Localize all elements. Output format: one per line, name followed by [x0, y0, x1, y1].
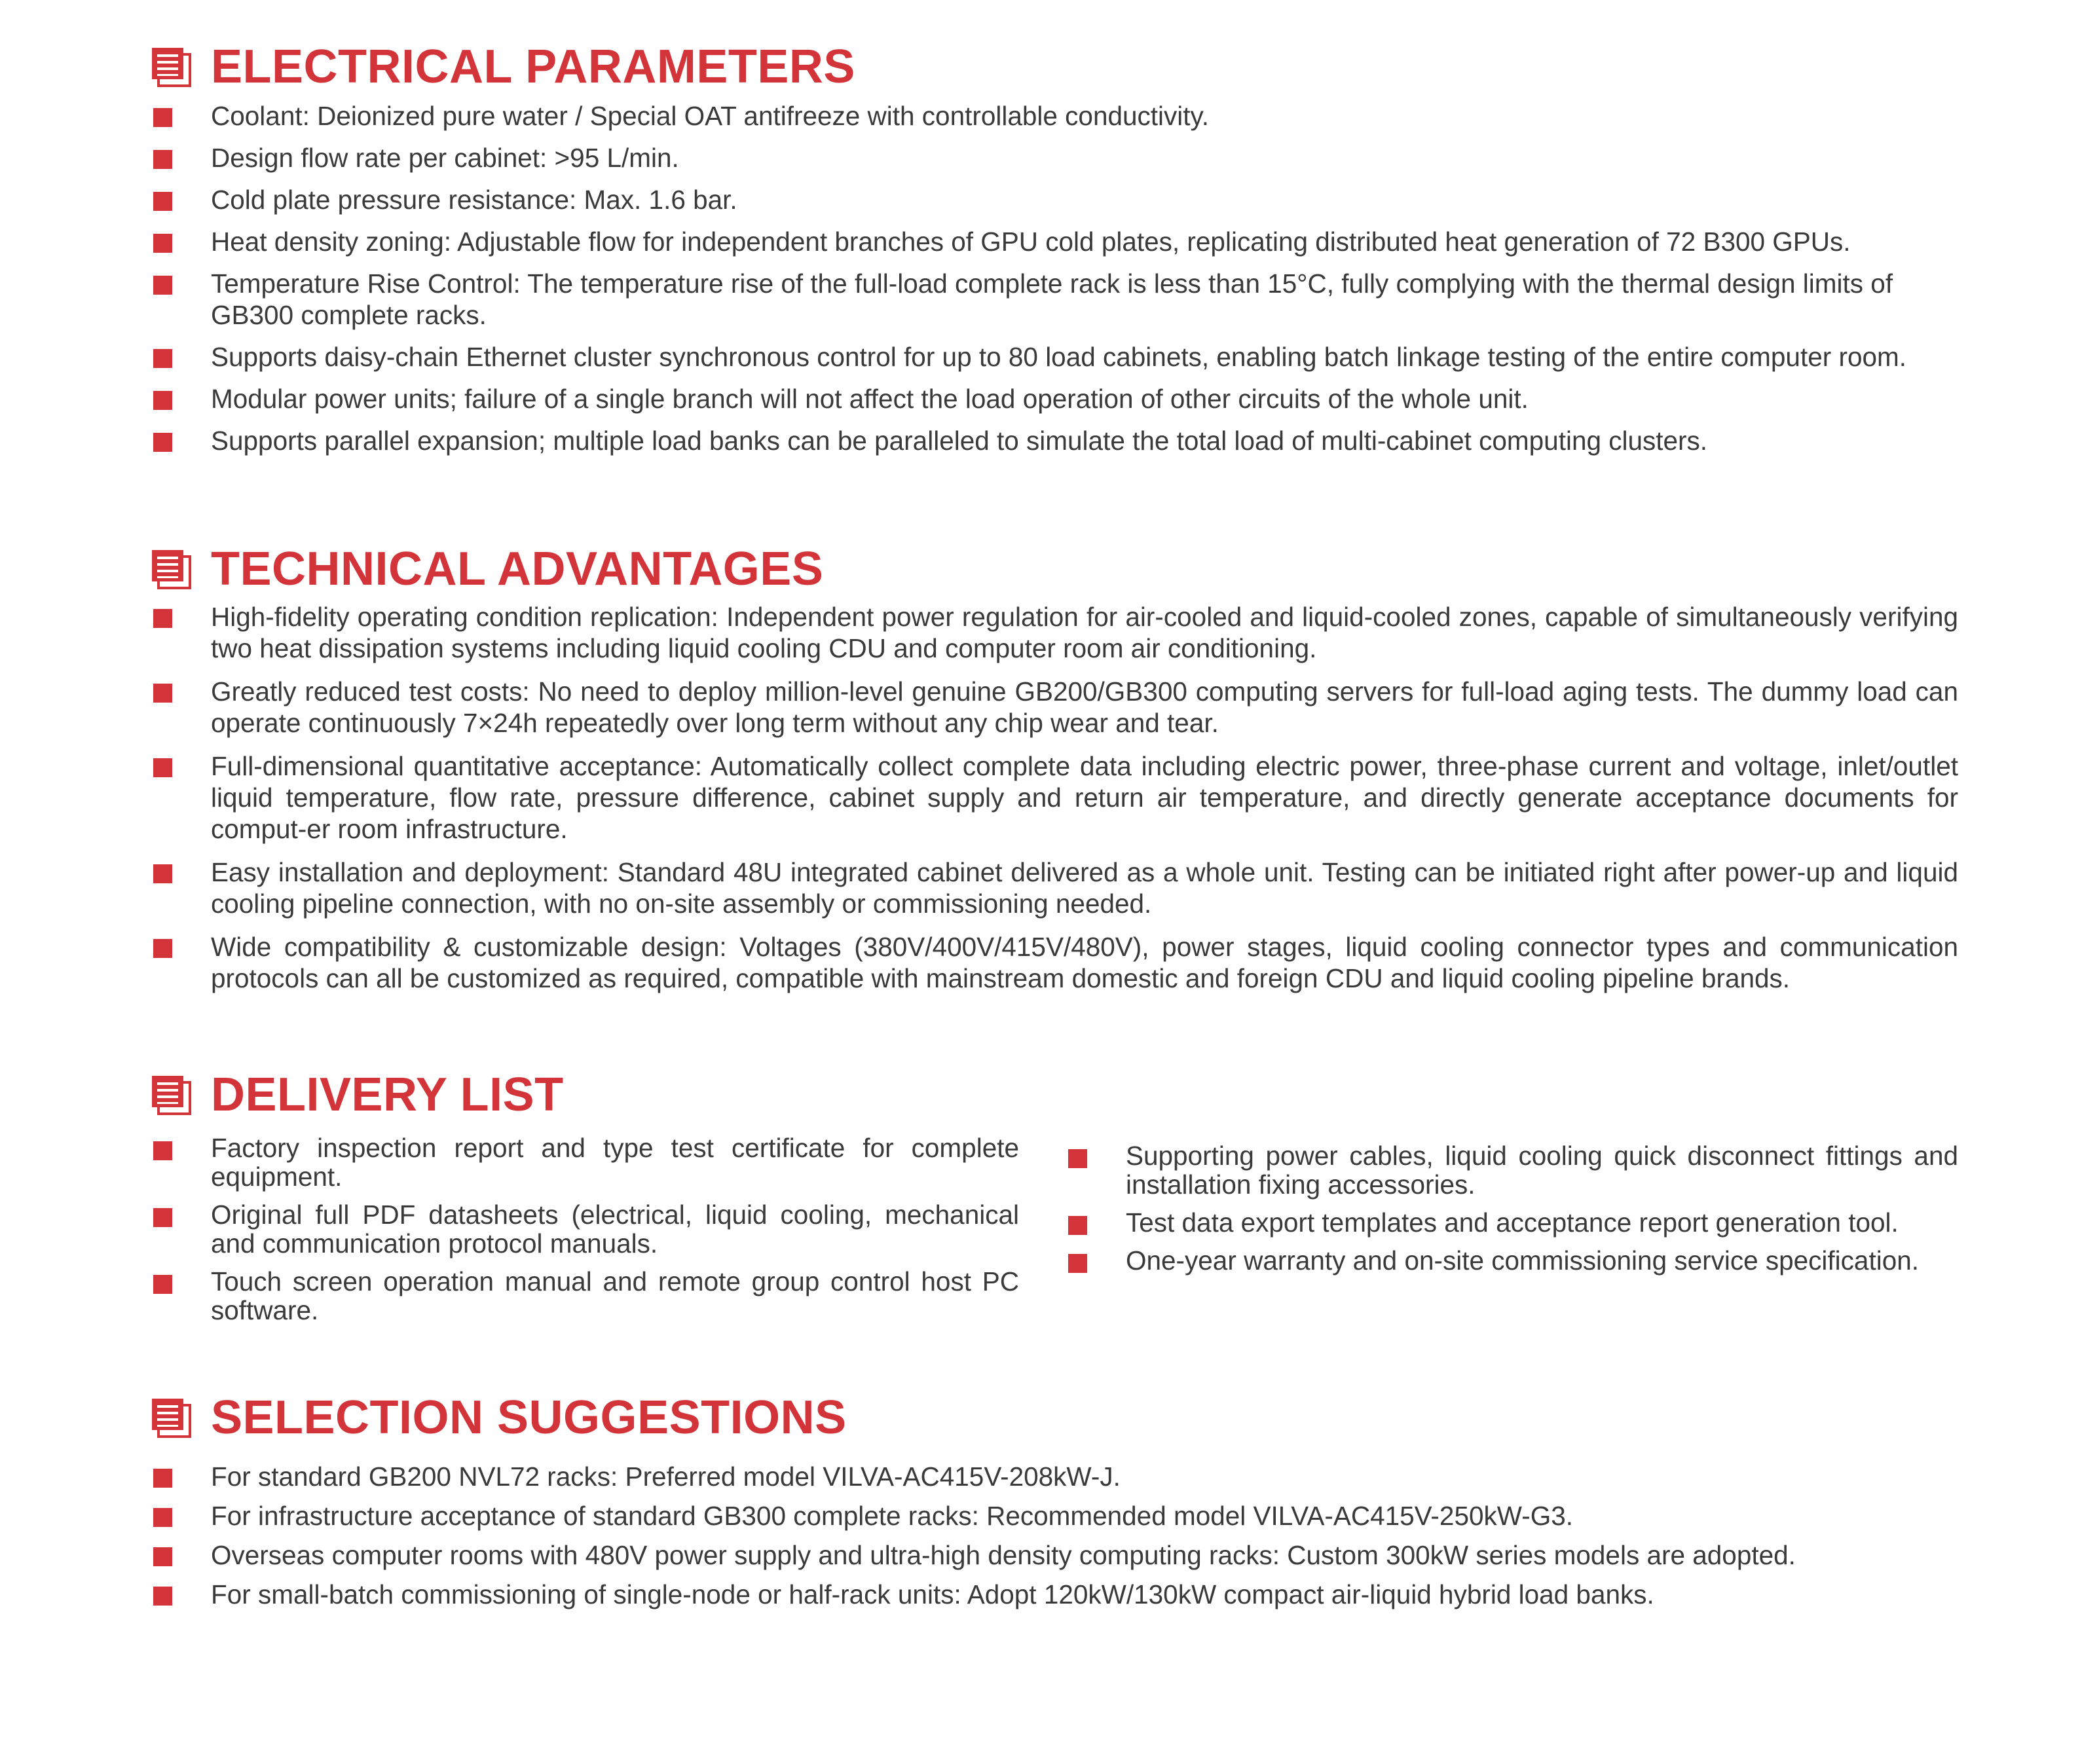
list-item: [151, 184, 1958, 215]
list-item-text: Original full PDF datasheets (electrical, liquid cooling, mechanical and communication protocol manuals.: [211, 1200, 1019, 1259]
square-bullet-icon: [153, 684, 172, 703]
square-bullet-icon: [153, 391, 172, 410]
list-item: [151, 750, 1958, 845]
square-bullet-icon: [153, 864, 172, 883]
square-bullet-icon: [153, 1208, 172, 1227]
section-technical-advantages: [151, 540, 1958, 994]
square-bullet-icon: [153, 234, 172, 253]
list-item: [151, 1539, 1958, 1571]
list-item-text: Supports parallel expansion; multiple load banks can be paralleled to simulate the total load of multi-cabinet computing clusters.: [211, 426, 1708, 456]
list-item: [151, 1267, 1019, 1325]
section-title: TECHNICAL ADVANTAGES: [211, 543, 824, 595]
square-bullet-icon: [153, 108, 172, 127]
section-header: [151, 1065, 1958, 1124]
list-item-text: Heat density zoning: Adjustable flow for independent branches of GPU cold plates, replicating distributed heat generation of 72 B300 GPUs.: [211, 227, 1851, 257]
list-item-text: Overseas computer rooms with 480V power supply and ultra-high density computing racks: Custom 300kW series models are adopted.: [211, 1540, 1796, 1570]
list-item: [151, 1500, 1958, 1532]
square-bullet-icon: [153, 349, 172, 368]
electrical-list: [151, 100, 1958, 456]
list-item-text: High-fidelity operating condition replication: Independent power regulation for air-cooled and liquid-cooled zones, capable of simultaneously verifying two heat dissipation systems including liquid cooling CDU and computer room air conditioning.: [211, 602, 1958, 663]
list-item-text: Full-dimensional quantitative acceptance: Automatically collect complete data including electric power, three-phase current and voltage, inlet/outlet liquid temperature, flow rate, pressure difference, cabinet supply and return air temperature, and directly generate acceptance documents for comput-er room infrastructure.: [211, 751, 1958, 844]
list-item-text: Easy installation and deployment: Standard 48U integrated cabinet delivered as a whole unit. Testing can be initiated right after power-up and liquid cooling pipeline connection, with no on-site assembly or commissioning needed.: [211, 857, 1958, 919]
list-item: [1066, 1246, 1958, 1275]
list-item-text: For infrastructure acceptance of standard GB300 complete racks: Recommended model VILVA-AC415V-250kW-G3.: [211, 1501, 1573, 1531]
section-header: [151, 37, 1958, 96]
list-item: [151, 268, 1958, 331]
list-item-text: Greatly reduced test costs: No need to deploy million-level genuine GB200/GB300 computing servers for full-load aging tests. The dummy load can operate continuously 7×24h repeatedly over long term without any chip wear and tear.: [211, 676, 1958, 738]
square-bullet-icon: [153, 1547, 172, 1566]
list-item: [151, 1133, 1019, 1191]
list-item-text: Coolant: Deionized pure water / Special OAT antifreeze with controllable conductivity.: [211, 101, 1210, 131]
list-item: [151, 931, 1958, 994]
list-item-text: Supporting power cables, liquid cooling quick disconnect fittings and installation fixing accessories.: [1126, 1141, 1958, 1200]
list-item: [151, 341, 1958, 373]
section-title: SELECTION SUGGESTIONS: [211, 1391, 847, 1444]
list-item-text: For small-batch commissioning of single-node or half-rack units: Adopt 120kW/130kW compact air-liquid hybrid load banks.: [211, 1579, 1654, 1609]
square-bullet-icon: [153, 433, 172, 452]
selection-list: [151, 1461, 1958, 1610]
list-item: [151, 856, 1958, 919]
section-title: DELIVERY LIST: [211, 1069, 564, 1121]
list-item-text: Test data export templates and acceptance report generation tool.: [1126, 1207, 1899, 1238]
list-item: [151, 1579, 1958, 1610]
list-item-text: Temperature Rise Control: The temperature rise of the full-load complete rack is less than 15°C, fully complying with the thermal design limits of GB300 complete racks.: [211, 268, 1893, 330]
document-list-icon: [151, 549, 193, 591]
section-selection-suggestions: [151, 1388, 1958, 1610]
section-delivery-list: [151, 1065, 1958, 1343]
list-item: [151, 142, 1958, 174]
list-item: [151, 100, 1958, 132]
square-bullet-icon: [1068, 1254, 1087, 1273]
delivery-columns: [151, 1133, 1958, 1343]
list-item: [151, 1461, 1958, 1492]
document-list-icon: [151, 1075, 193, 1116]
section-header: [151, 540, 1958, 598]
list-item-text: Cold plate pressure resistance: Max. 1.6 bar.: [211, 185, 737, 215]
section-electrical-parameters: [151, 37, 1958, 456]
delivery-right-column: [1066, 1141, 1958, 1275]
square-bullet-icon: [153, 192, 172, 211]
delivery-right-list: [1066, 1141, 1958, 1275]
technical-list: [151, 601, 1958, 994]
list-item-text: One-year warranty and on-site commissioning service specification.: [1126, 1245, 1920, 1276]
list-item: [151, 425, 1958, 456]
section-title: ELECTRICAL PARAMETERS: [211, 41, 855, 93]
list-item: [151, 1200, 1019, 1258]
document-list-icon: [151, 1397, 193, 1439]
list-item-text: Wide compatibility & customizable design: Voltages (380V/400V/415V/480V), power stages, liquid cooling connector types and communication protocols can all be customized as required, compatible with mainstream domestic and foreign CDU and liquid cooling pipeline brands.: [211, 932, 1958, 993]
list-item: [151, 676, 1958, 739]
square-bullet-icon: [153, 1469, 172, 1488]
list-item: [1066, 1141, 1958, 1199]
square-bullet-icon: [153, 276, 172, 295]
square-bullet-icon: [153, 609, 172, 628]
section-header: [151, 1388, 1958, 1447]
list-item-text: Supports daisy-chain Ethernet cluster synchronous control for up to 80 load cabinets, enabling batch linkage testing of the entire computer room.: [211, 342, 1906, 372]
square-bullet-icon: [153, 1508, 172, 1527]
document-list-icon: [151, 46, 193, 88]
list-item: [151, 601, 1958, 664]
list-item-text: Touch screen operation manual and remote group control host PC software.: [211, 1266, 1019, 1325]
list-item: [151, 383, 1958, 414]
list-item-text: For standard GB200 NVL72 racks: Preferred model VILVA-AC415V-208kW-J.: [211, 1461, 1121, 1492]
square-bullet-icon: [153, 1141, 172, 1160]
square-bullet-icon: [1068, 1149, 1087, 1168]
delivery-left-column: [151, 1133, 1019, 1325]
delivery-left-list: [151, 1133, 1019, 1325]
square-bullet-icon: [153, 758, 172, 777]
square-bullet-icon: [153, 939, 172, 958]
square-bullet-icon: [1068, 1216, 1087, 1235]
list-item: [151, 226, 1958, 257]
list-item-text: Factory inspection report and type test certificate for complete equipment.: [211, 1133, 1019, 1192]
list-item-text: Design flow rate per cabinet: >95 L/min.: [211, 143, 679, 173]
square-bullet-icon: [153, 150, 172, 169]
square-bullet-icon: [153, 1587, 172, 1606]
list-item: [1066, 1208, 1958, 1237]
list-item-text: Modular power units; failure of a single branch will not affect the load operation of other circuits of the whole unit.: [211, 384, 1529, 414]
square-bullet-icon: [153, 1275, 172, 1294]
